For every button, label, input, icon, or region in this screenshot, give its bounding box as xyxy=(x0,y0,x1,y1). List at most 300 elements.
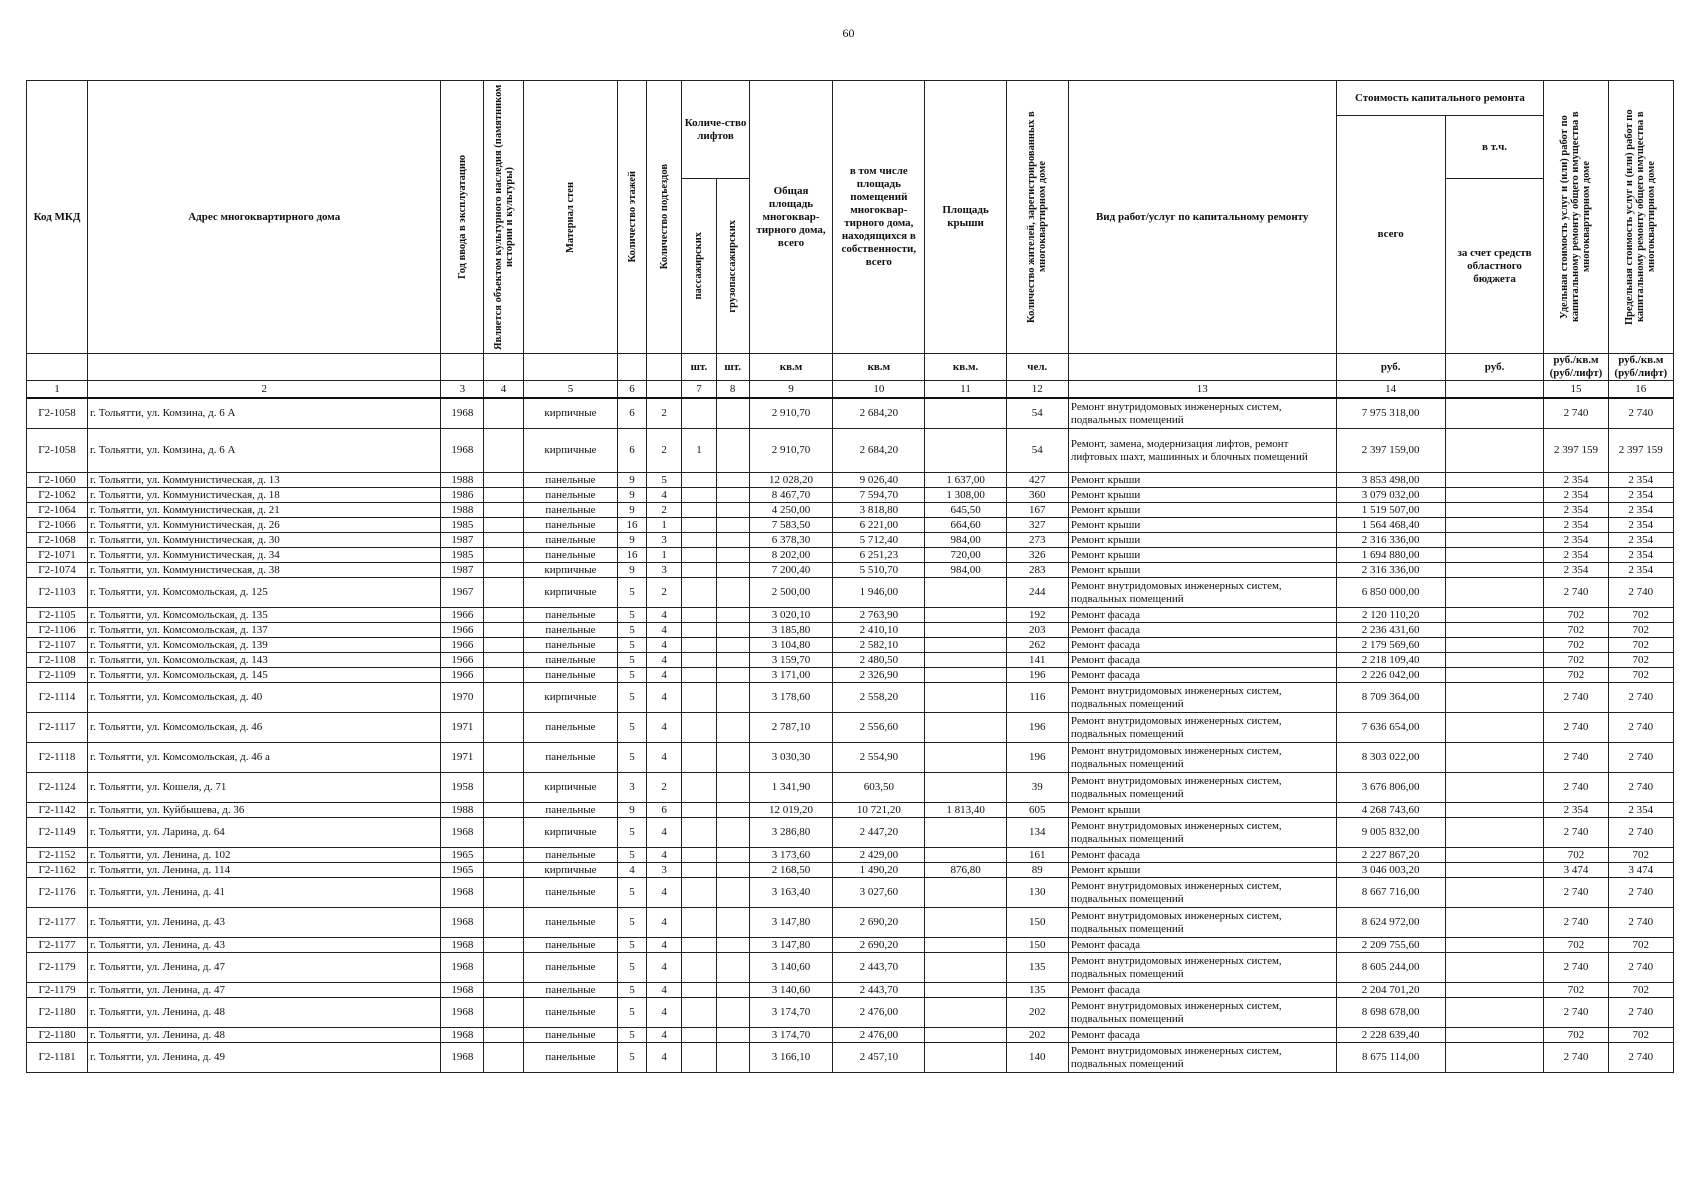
cell-heritage xyxy=(484,983,524,998)
column-number: 13 xyxy=(1068,381,1336,399)
cell-lifts-freight xyxy=(716,1043,749,1073)
cell-code: Г2-1058 xyxy=(27,429,88,473)
cell-roof-area: 984,00 xyxy=(925,533,1006,548)
cell-lifts-freight xyxy=(716,878,749,908)
header-residents: Количество жителей, зарегистрированных в многоквартирном доме xyxy=(1006,81,1068,354)
cell-roof-area xyxy=(925,668,1006,683)
cell-year: 1970 xyxy=(441,683,484,713)
cell-lifts-freight xyxy=(716,683,749,713)
cell-material: панельные xyxy=(523,608,617,623)
cell-material: панельные xyxy=(523,533,617,548)
cell-total-area: 3 104,80 xyxy=(749,638,833,653)
cell-lifts-freight xyxy=(716,638,749,653)
cell-floors: 5 xyxy=(618,713,647,743)
cell-work-type: Ремонт внутридомовых инженерных систем, подвальных помещений xyxy=(1068,908,1336,938)
table-row xyxy=(27,563,1674,578)
cell-residents: 202 xyxy=(1006,998,1068,1028)
cell-roof-area xyxy=(925,818,1006,848)
cell-lifts-pass xyxy=(682,398,716,429)
cell-unit-cost: 3 474 xyxy=(1544,863,1608,878)
cell-year: 1966 xyxy=(441,623,484,638)
cell-material: панельные xyxy=(523,803,617,818)
cell-cost-budget xyxy=(1445,503,1544,518)
cell-work-type: Ремонт крыши xyxy=(1068,533,1336,548)
cell-limit-cost: 702 xyxy=(1608,668,1673,683)
cell-cost-total: 4 268 743,60 xyxy=(1336,803,1445,818)
cell-heritage xyxy=(484,429,524,473)
cell-total-area: 2 168,50 xyxy=(749,863,833,878)
cell-lifts-pass xyxy=(682,473,716,488)
column-number: 16 xyxy=(1608,381,1673,399)
header-material: Материал стен xyxy=(523,81,617,354)
cell-year: 1988 xyxy=(441,473,484,488)
cell-cost-budget xyxy=(1445,488,1544,503)
cell-heritage xyxy=(484,908,524,938)
cell-lifts-freight xyxy=(716,623,749,638)
cell-work-type: Ремонт внутридомовых инженерных систем, подвальных помещений xyxy=(1068,398,1336,429)
cell-code: Г2-1117 xyxy=(27,713,88,743)
cell-lifts-pass xyxy=(682,653,716,668)
cell-owned-area: 603,50 xyxy=(833,773,925,803)
cell-lifts-freight xyxy=(716,518,749,533)
cell-roof-area xyxy=(925,1043,1006,1073)
cell-code: Г2-1180 xyxy=(27,998,88,1028)
cell-roof-area: 984,00 xyxy=(925,563,1006,578)
cell-year: 1968 xyxy=(441,1043,484,1073)
cell-unit-cost: 2 740 xyxy=(1544,878,1608,908)
cell-lifts-pass xyxy=(682,563,716,578)
cell-cost-budget xyxy=(1445,668,1544,683)
cell-limit-cost: 2 740 xyxy=(1608,398,1673,429)
cell-year: 1968 xyxy=(441,398,484,429)
cell-code: Г2-1064 xyxy=(27,503,88,518)
cell-year: 1968 xyxy=(441,1028,484,1043)
cell-entrances: 4 xyxy=(646,998,681,1028)
cell-entrances: 4 xyxy=(646,668,681,683)
header-total-area: Общая площадь многоквар-тирного дома, всего xyxy=(749,81,833,354)
cell-entrances: 4 xyxy=(646,638,681,653)
table-row xyxy=(27,488,1674,503)
cell-roof-area xyxy=(925,1028,1006,1043)
cell-owned-area: 2 429,00 xyxy=(833,848,925,863)
cell-cost-total: 2 316 336,00 xyxy=(1336,563,1445,578)
cell-residents: 54 xyxy=(1006,398,1068,429)
cell-cost-total: 1 694 880,00 xyxy=(1336,548,1445,563)
table-row xyxy=(27,518,1674,533)
cell-owned-area: 2 763,90 xyxy=(833,608,925,623)
cell-floors: 5 xyxy=(618,983,647,998)
cell-residents: 130 xyxy=(1006,878,1068,908)
cell-address: г. Тольятти, ул. Ленина, д. 43 xyxy=(88,908,441,938)
cell-entrances: 3 xyxy=(646,563,681,578)
cell-address: г. Тольятти, ул. Ленина, д. 47 xyxy=(88,953,441,983)
register-table xyxy=(26,80,1674,1073)
cell-material: кирпичные xyxy=(523,863,617,878)
cell-lifts-freight xyxy=(716,863,749,878)
cell-work-type: Ремонт внутридомовых инженерных систем, подвальных помещений xyxy=(1068,818,1336,848)
cell-residents: 262 xyxy=(1006,638,1068,653)
cell-year: 1966 xyxy=(441,608,484,623)
cell-work-type: Ремонт крыши xyxy=(1068,803,1336,818)
cell-limit-cost: 2 740 xyxy=(1608,713,1673,743)
cell-lifts-freight xyxy=(716,548,749,563)
cell-roof-area xyxy=(925,953,1006,983)
cell-floors: 4 xyxy=(618,863,647,878)
cell-lifts-pass: 1 xyxy=(682,429,716,473)
cell-code: Г2-1179 xyxy=(27,953,88,983)
cell-owned-area: 9 026,40 xyxy=(833,473,925,488)
cell-lifts-pass xyxy=(682,908,716,938)
cell-heritage xyxy=(484,998,524,1028)
cell-lifts-pass xyxy=(682,743,716,773)
header-floors: Количество этажей xyxy=(618,81,647,354)
cell-unit-cost: 2 740 xyxy=(1544,1043,1608,1073)
header-entrances: Количество подъездов xyxy=(646,81,681,354)
cell-heritage xyxy=(484,533,524,548)
cell-entrances: 4 xyxy=(646,743,681,773)
cell-material: панельные xyxy=(523,638,617,653)
unit-limit-cost: руб./кв.м (руб/лифт) xyxy=(1608,354,1673,381)
cell-owned-area: 2 582,10 xyxy=(833,638,925,653)
cell-material: панельные xyxy=(523,743,617,773)
cell-year: 1985 xyxy=(441,548,484,563)
cell-heritage xyxy=(484,668,524,683)
cell-limit-cost: 2 740 xyxy=(1608,953,1673,983)
cell-address: г. Тольятти, ул. Ленина, д. 49 xyxy=(88,1043,441,1073)
cell-owned-area: 2 554,90 xyxy=(833,743,925,773)
cell-roof-area xyxy=(925,398,1006,429)
cell-floors: 5 xyxy=(618,953,647,983)
cell-material: панельные xyxy=(523,653,617,668)
cell-lifts-freight xyxy=(716,429,749,473)
cell-floors: 5 xyxy=(618,878,647,908)
cell-owned-area: 2 690,20 xyxy=(833,908,925,938)
cell-limit-cost: 2 397 159 xyxy=(1608,429,1673,473)
header-lifts: Количе-ство лифтов xyxy=(682,81,749,179)
unit-owned-area: кв.м xyxy=(833,354,925,381)
cell-work-type: Ремонт внутридомовых инженерных систем, подвальных помещений xyxy=(1068,878,1336,908)
unit-unit-cost: руб./кв.м (руб/лифт) xyxy=(1544,354,1608,381)
table-row xyxy=(27,998,1674,1028)
column-number: 1 xyxy=(27,381,88,399)
cell-unit-cost: 2 354 xyxy=(1544,548,1608,563)
cell-lifts-freight xyxy=(716,398,749,429)
cell-owned-area: 1 490,20 xyxy=(833,863,925,878)
cell-cost-budget xyxy=(1445,578,1544,608)
cell-heritage xyxy=(484,773,524,803)
cell-year: 1958 xyxy=(441,773,484,803)
cell-unit-cost: 2 397 159 xyxy=(1544,429,1608,473)
cell-code: Г2-1176 xyxy=(27,878,88,908)
cell-entrances: 6 xyxy=(646,803,681,818)
cell-cost-budget xyxy=(1445,638,1544,653)
cell-address: г. Тольятти, ул. Комсомольская, д. 143 xyxy=(88,653,441,668)
cell-floors: 5 xyxy=(618,578,647,608)
column-numbers-row xyxy=(27,381,1674,399)
cell-owned-area: 10 721,20 xyxy=(833,803,925,818)
table-row xyxy=(27,533,1674,548)
cell-lifts-pass xyxy=(682,683,716,713)
cell-total-area: 3 166,10 xyxy=(749,1043,833,1073)
cell-work-type: Ремонт крыши xyxy=(1068,518,1336,533)
cell-limit-cost: 702 xyxy=(1608,848,1673,863)
table-row xyxy=(27,429,1674,473)
cell-lifts-pass xyxy=(682,638,716,653)
cell-lifts-pass xyxy=(682,803,716,818)
column-number: 9 xyxy=(749,381,833,399)
cell-code: Г2-1071 xyxy=(27,548,88,563)
cell-limit-cost: 2 740 xyxy=(1608,908,1673,938)
cell-heritage xyxy=(484,473,524,488)
cell-roof-area xyxy=(925,578,1006,608)
cell-floors: 5 xyxy=(618,908,647,938)
cell-code: Г2-1060 xyxy=(27,473,88,488)
cell-roof-area xyxy=(925,908,1006,938)
cell-cost-budget xyxy=(1445,908,1544,938)
cell-total-area: 3 147,80 xyxy=(749,908,833,938)
cell-residents: 326 xyxy=(1006,548,1068,563)
cell-owned-area: 2 447,20 xyxy=(833,818,925,848)
cell-year: 1971 xyxy=(441,713,484,743)
cell-roof-area xyxy=(925,683,1006,713)
cell-residents: 134 xyxy=(1006,818,1068,848)
cell-floors: 6 xyxy=(618,398,647,429)
cell-lifts-freight xyxy=(716,743,749,773)
unit-residents: чел. xyxy=(1006,354,1068,381)
column-number: 7 xyxy=(682,381,716,399)
cell-unit-cost: 702 xyxy=(1544,983,1608,998)
cell-material: панельные xyxy=(523,488,617,503)
cell-lifts-pass xyxy=(682,773,716,803)
cell-residents: 167 xyxy=(1006,503,1068,518)
cell-lifts-freight xyxy=(716,983,749,998)
cell-unit-cost: 2 740 xyxy=(1544,818,1608,848)
cell-heritage xyxy=(484,743,524,773)
cell-lifts-pass xyxy=(682,533,716,548)
cell-entrances: 4 xyxy=(646,1028,681,1043)
cell-lifts-pass xyxy=(682,848,716,863)
cell-year: 1988 xyxy=(441,503,484,518)
table-row xyxy=(27,653,1674,668)
cell-roof-area: 1 308,00 xyxy=(925,488,1006,503)
column-number xyxy=(646,381,681,399)
cell-work-type: Ремонт, замена, модернизация лифтов, ремонт лифтовых шахт, машинных и блочных помещений xyxy=(1068,429,1336,473)
cell-year: 1971 xyxy=(441,743,484,773)
cell-owned-area: 3 818,80 xyxy=(833,503,925,518)
cell-residents: 135 xyxy=(1006,983,1068,998)
cell-material: кирпичные xyxy=(523,429,617,473)
cell-material: панельные xyxy=(523,983,617,998)
cell-work-type: Ремонт фасада xyxy=(1068,1028,1336,1043)
cell-heritage xyxy=(484,803,524,818)
cell-year: 1968 xyxy=(441,998,484,1028)
column-number xyxy=(1445,381,1544,399)
header-owned-area: в том числе площадь помещений многоквар-тирного дома, находящихся в собственности, всего xyxy=(833,81,925,354)
cell-cost-budget xyxy=(1445,713,1544,743)
cell-floors: 16 xyxy=(618,548,647,563)
cell-owned-area: 2 443,70 xyxy=(833,983,925,998)
cell-cost-budget xyxy=(1445,938,1544,953)
cell-limit-cost: 702 xyxy=(1608,1028,1673,1043)
cell-limit-cost: 2 740 xyxy=(1608,878,1673,908)
cell-heritage xyxy=(484,563,524,578)
cell-roof-area xyxy=(925,998,1006,1028)
cell-limit-cost: 2 354 xyxy=(1608,533,1673,548)
cell-unit-cost: 702 xyxy=(1544,1028,1608,1043)
cell-total-area: 6 378,30 xyxy=(749,533,833,548)
cell-work-type: Ремонт фасада xyxy=(1068,938,1336,953)
header-heritage: Является объектом культурного наследия (памятником истории и культуры) xyxy=(484,81,524,354)
cell-code: Г2-1108 xyxy=(27,653,88,668)
cell-total-area: 3 020,10 xyxy=(749,608,833,623)
cell-cost-total: 8 624 972,00 xyxy=(1336,908,1445,938)
table-row xyxy=(27,773,1674,803)
cell-lifts-freight xyxy=(716,818,749,848)
table-row xyxy=(27,908,1674,938)
table-row xyxy=(27,1043,1674,1073)
table-row xyxy=(27,983,1674,998)
cell-residents: 244 xyxy=(1006,578,1068,608)
table-row xyxy=(27,608,1674,623)
cell-limit-cost: 2 740 xyxy=(1608,578,1673,608)
cell-cost-total: 8 698 678,00 xyxy=(1336,998,1445,1028)
cell-total-area: 3 178,60 xyxy=(749,683,833,713)
cell-cost-budget xyxy=(1445,953,1544,983)
cell-heritage xyxy=(484,1043,524,1073)
cell-residents: 203 xyxy=(1006,623,1068,638)
cell-cost-total: 2 218 109,40 xyxy=(1336,653,1445,668)
cell-material: панельные xyxy=(523,848,617,863)
cell-roof-area xyxy=(925,878,1006,908)
cell-lifts-freight xyxy=(716,473,749,488)
cell-heritage xyxy=(484,818,524,848)
table-row xyxy=(27,743,1674,773)
cell-year: 1968 xyxy=(441,938,484,953)
cell-address: г. Тольятти, ул. Ленина, д. 102 xyxy=(88,848,441,863)
cell-cost-budget xyxy=(1445,623,1544,638)
cell-material: панельные xyxy=(523,473,617,488)
cell-address: г. Тольятти, ул. Коммунистическая, д. 34 xyxy=(88,548,441,563)
cell-lifts-pass xyxy=(682,818,716,848)
cell-residents: 116 xyxy=(1006,683,1068,713)
cell-lifts-freight xyxy=(716,653,749,668)
cell-cost-budget xyxy=(1445,548,1544,563)
cell-roof-area xyxy=(925,743,1006,773)
cell-material: панельные xyxy=(523,1043,617,1073)
cell-limit-cost: 2 354 xyxy=(1608,803,1673,818)
cell-code: Г2-1103 xyxy=(27,578,88,608)
unit-roof: кв.м. xyxy=(925,354,1006,381)
cell-total-area: 12 028,20 xyxy=(749,473,833,488)
cell-lifts-freight xyxy=(716,998,749,1028)
cell-total-area: 7 200,40 xyxy=(749,563,833,578)
cell-cost-budget xyxy=(1445,518,1544,533)
cell-work-type: Ремонт внутридомовых инженерных систем, подвальных помещений xyxy=(1068,1043,1336,1073)
cell-total-area: 3 171,00 xyxy=(749,668,833,683)
cell-total-area: 3 174,70 xyxy=(749,998,833,1028)
header-lifts-pass: пассажирских xyxy=(682,179,716,354)
cell-roof-area: 664,60 xyxy=(925,518,1006,533)
cell-total-area: 1 341,90 xyxy=(749,773,833,803)
cell-entrances: 2 xyxy=(646,503,681,518)
cell-floors: 6 xyxy=(618,429,647,473)
unit-cost-budget: руб. xyxy=(1445,354,1544,381)
cell-floors: 5 xyxy=(618,818,647,848)
cell-lifts-pass xyxy=(682,998,716,1028)
cell-cost-budget xyxy=(1445,848,1544,863)
column-number: 3 xyxy=(441,381,484,399)
cell-unit-cost: 2 354 xyxy=(1544,533,1608,548)
table-row xyxy=(27,503,1674,518)
cell-total-area: 2 910,70 xyxy=(749,398,833,429)
cell-owned-area: 1 946,00 xyxy=(833,578,925,608)
cell-address: г. Тольятти, ул. Комсомольская, д. 139 xyxy=(88,638,441,653)
cell-lifts-pass xyxy=(682,623,716,638)
cell-lifts-freight xyxy=(716,1028,749,1043)
cell-cost-total: 2 209 755,60 xyxy=(1336,938,1445,953)
cell-total-area: 3 140,60 xyxy=(749,953,833,983)
cell-owned-area: 2 480,50 xyxy=(833,653,925,668)
cell-lifts-pass xyxy=(682,668,716,683)
cell-lifts-pass xyxy=(682,863,716,878)
cell-address: г. Тольятти, ул. Коммунистическая, д. 21 xyxy=(88,503,441,518)
cell-work-type: Ремонт фасада xyxy=(1068,653,1336,668)
cell-total-area: 3 147,80 xyxy=(749,938,833,953)
cell-limit-cost: 702 xyxy=(1608,653,1673,668)
cell-total-area: 4 250,00 xyxy=(749,503,833,518)
cell-cost-budget xyxy=(1445,818,1544,848)
cell-residents: 89 xyxy=(1006,863,1068,878)
cell-unit-cost: 2 740 xyxy=(1544,998,1608,1028)
cell-heritage xyxy=(484,623,524,638)
cell-owned-area: 2 684,20 xyxy=(833,429,925,473)
cell-address: г. Тольятти, ул. Ленина, д. 48 xyxy=(88,1028,441,1043)
cell-roof-area xyxy=(925,983,1006,998)
cell-lifts-freight xyxy=(716,533,749,548)
table-row xyxy=(27,863,1674,878)
cell-floors: 5 xyxy=(618,848,647,863)
column-number: 11 xyxy=(925,381,1006,399)
table-row xyxy=(27,578,1674,608)
header-roof-area: Площадь крыши xyxy=(925,81,1006,354)
cell-unit-cost: 2 354 xyxy=(1544,803,1608,818)
cell-heritage xyxy=(484,848,524,863)
table-row xyxy=(27,398,1674,429)
cell-limit-cost: 2 740 xyxy=(1608,773,1673,803)
table-row xyxy=(27,713,1674,743)
cell-unit-cost: 702 xyxy=(1544,848,1608,863)
cell-entrances: 4 xyxy=(646,488,681,503)
cell-floors: 5 xyxy=(618,1043,647,1073)
cell-material: панельные xyxy=(523,518,617,533)
cell-entrances: 4 xyxy=(646,683,681,713)
cell-heritage xyxy=(484,608,524,623)
cell-material: панельные xyxy=(523,668,617,683)
cell-address: г. Тольятти, ул. Куйбышева, д. 36 xyxy=(88,803,441,818)
cell-owned-area: 2 690,20 xyxy=(833,938,925,953)
column-number: 2 xyxy=(88,381,441,399)
cell-limit-cost: 702 xyxy=(1608,623,1673,638)
cell-cost-total: 7 975 318,00 xyxy=(1336,398,1445,429)
cell-heritage xyxy=(484,653,524,668)
cell-owned-area: 3 027,60 xyxy=(833,878,925,908)
cell-code: Г2-1106 xyxy=(27,623,88,638)
cell-code: Г2-1107 xyxy=(27,638,88,653)
column-number: 12 xyxy=(1006,381,1068,399)
cell-lifts-freight xyxy=(716,608,749,623)
cell-heritage xyxy=(484,953,524,983)
cell-work-type: Ремонт крыши xyxy=(1068,488,1336,503)
